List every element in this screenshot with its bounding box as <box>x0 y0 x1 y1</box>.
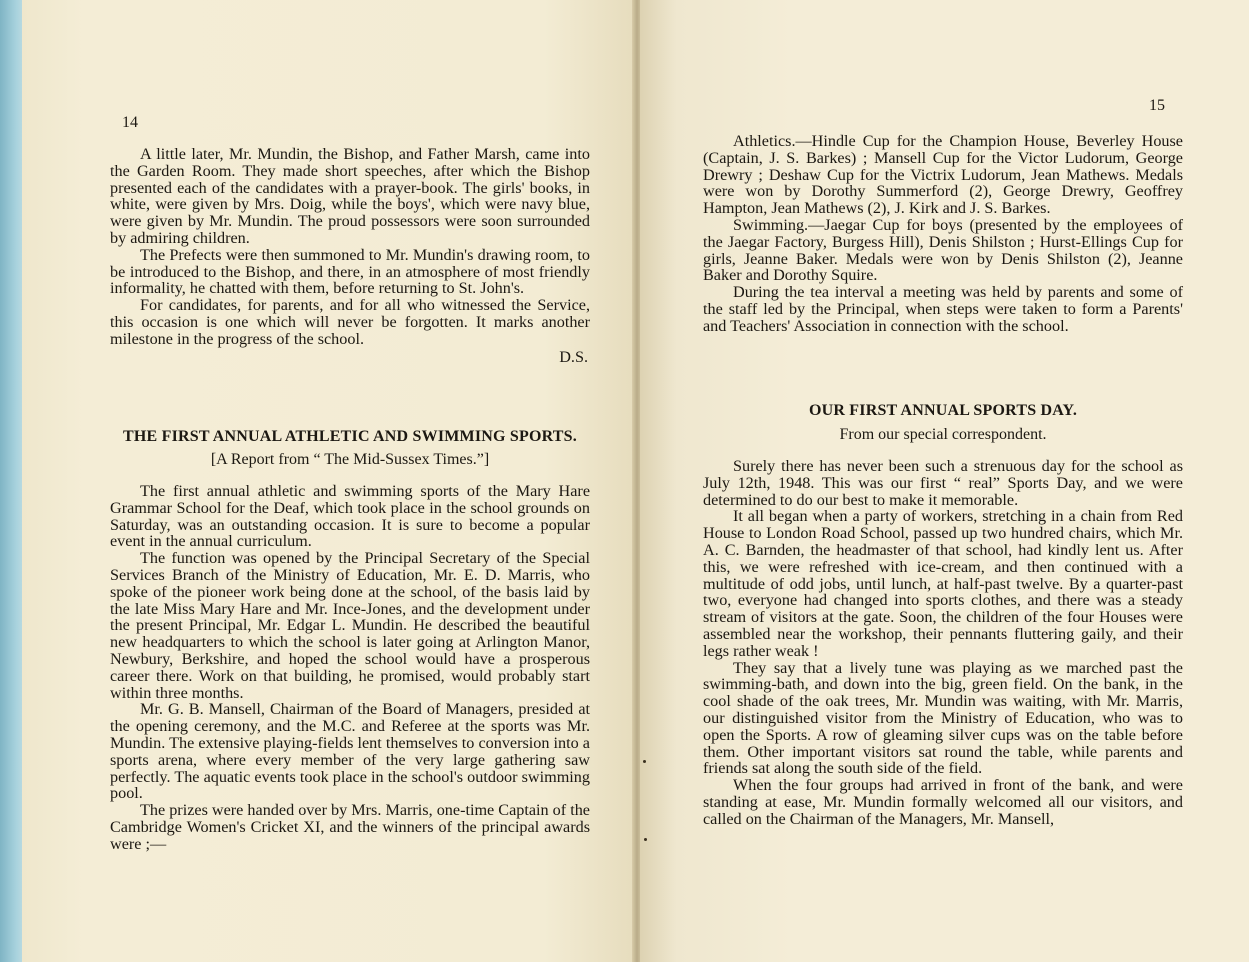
paragraph: When the four groups had arrived in front of the bank, and were standing at ease, Mr. Mundin formally welcomed all our visitors, and called on the Chairman of the Managers, Mr. Mansell, <box>703 776 1183 828</box>
paragraph: Swimming.—Jaegar Cup for boys (presented by the employees of the Jaegar Factory, Burgess Hill), Denis Shilston ; Hurst-Ellings Cup for girls, Jeanne Baker. Medals were won by Denis Shilston (2), Jeanne Baker and Dorothy Squire. <box>703 215 1183 285</box>
right-page <box>640 0 1249 962</box>
article-body <box>703 458 1183 828</box>
paragraph: Surely there has never been such a strenuous day for the school as July 12th, 1948. This was our first “ real” Sports Day, and we were determined to do our best to make it memorable. <box>703 457 1183 509</box>
paragraph: Athletics.—Hindle Cup for the Champion House, Beverley House (Captain, J. S. Barkes) ; Mansell Cup for the Victor Ludorum, George Drewry ; Deshaw Cup for the Victrix Ludorum, Jean Mathews. Medals were won by Dorothy Summerford (2), George Drewry, Geoffrey Hampton, Jean Mathews (2), J. Kirk and J. S. Barkes. <box>703 132 1183 218</box>
paragraph: Mr. G. B. Mansell, Chairman of the Board of Managers, presided at the opening ceremony, and the M.C. and Referee at the sports was Mr. Mundin. The extensive playing-fields lent themselves to conversion into a sports arena, where every member of the very large gathering saw perfectly. The aquatic events took place in the school's outdoor swimming pool. <box>110 700 590 803</box>
signature: D.S. <box>559 347 588 366</box>
page-number-right: 15 <box>1149 97 1165 114</box>
page-number-left: 14 <box>122 114 138 131</box>
paragraph: During the tea interval a meeting was held by parents and some of the staff led by the Principal, when steps were taken to form a Parents' and Teachers' Association in connection with the school. <box>703 283 1183 335</box>
paragraph: It all began when a party of workers, stretching in a chain from Red House to London Road School, passed up two hundred chairs, which Mr. A. C. Barnden, the headmaster of that school, had kindly lent us. After this, we were refreshed with ice-cream, and then continued with a multitude of odd jobs, until lunch, at half-past twelve. By a quarter-past two, everyone had changed into sports clothes, and there was a steady stream of visitors at the gate. Soon, the children of the four Houses were assembled near the workshop, their pennants fluttering gaily, and their legs rather weak ! <box>703 507 1183 660</box>
paragraph: The Prefects were then summoned to Mr. Mundin's drawing room, to be introduced to the Bishop, and there, in an atmosphere of most friendly informality, he chatted with them, before returning to St. John's. <box>110 245 590 298</box>
left-page <box>22 0 636 962</box>
paragraph: They say that a lively tune was playing as we marched past the swimming-bath, and down into the big, green field. On the bank, in the cool shade of the oak trees, Mr. Mundin was waiting, with Mr. Marris, our distinguished visitor from the Ministry of Education, who was to open the Sports. A row of gleaming silver cups was on the table before them. Other important visitors sat round the table, while parents and friends sat along the south side of the field. <box>703 658 1183 778</box>
article-source: [A Report from “ The Mid-Sussex Times.”] <box>210 451 490 468</box>
paragraph: For candidates, for parents, and for all who witnessed the Service, this occasion is one which will never be forgotten. It marks another milestone in the progress of the school. <box>110 296 590 348</box>
article-body <box>110 483 590 853</box>
margin-speck <box>643 760 646 763</box>
continued-section <box>703 133 1183 335</box>
paragraph: The prizes were handed over by Mrs. Marris, one-time Captain of the Cambridge Women's Cricket XI, and the winners of the principal awards were ;— <box>110 801 590 853</box>
opening-section <box>110 146 590 365</box>
article-heading: OUR FIRST ANNUAL SPORTS DAY. <box>808 402 1078 419</box>
article-source: From our special correspondent. <box>839 426 1047 443</box>
article-heading: THE FIRST ANNUAL ATHLETIC AND SWIMMING SPORTS. <box>123 428 577 445</box>
margin-speck <box>644 838 647 841</box>
paragraph: The first annual athletic and swimming sports of the Mary Hare Grammar School for the Deaf, which took place in the school grounds on Saturday, was an outstanding occasion. It is sure to become a popular event in the annual curriculum. <box>110 482 590 551</box>
paragraph: The function was opened by the Principal Secretary of the Special Services Branch of the Ministry of Education, Mr. E. D. Marris, who spoke of the pioneer work being done at the school, of the basis laid by the late Miss Mary Hare and Mr. Ince-Jones, and the development under the present Principal, Mr. Edgar L. Mundin. He described the beautiful new headquarters to which the school is later going at Arlington Manor, Newbury, Berkshire, and hoped the school would have a prosperous career there. Work on that building, he promised, would probably start within three months. <box>110 549 590 702</box>
paragraph: A little later, Mr. Mundin, the Bishop, and Father Marsh, came into the Garden Room. They made short speeches, after which the Bishop presented each of the candidates with a prayer-book. The girls' books, in white, were given by Mrs. Doig, while the boys', which were navy blue, were given by Mr. Mundin. The proud possessors were soon surrounded by admiring children. <box>110 145 590 247</box>
